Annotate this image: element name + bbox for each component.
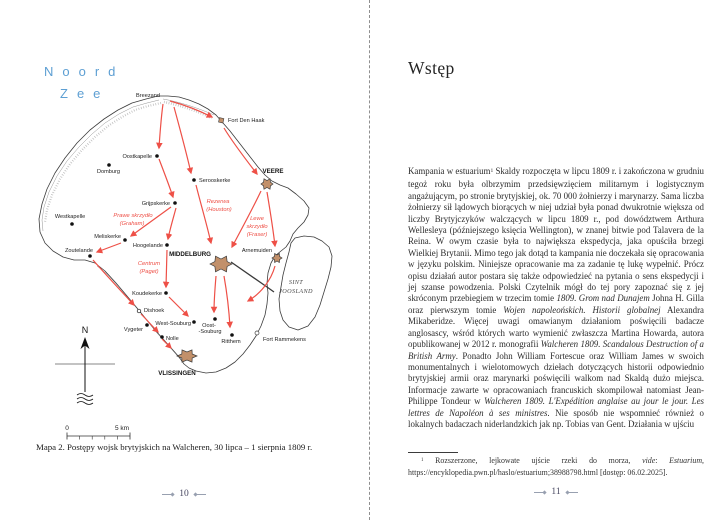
unit-centre-2: (Paget) [139, 269, 159, 275]
label-serooskerke: Serooskerke [199, 178, 231, 184]
chapter-heading: Wstęp [408, 58, 455, 78]
compass-n-label: N [81, 325, 89, 335]
unit-left-wing-1: Lewe [250, 216, 264, 222]
compass-north-arrow [55, 325, 115, 405]
page-number-right-value: 11 [551, 487, 561, 497]
label-oost-souburg-1: Oost- [202, 323, 216, 329]
label-arnemuiden: Arnemuiden [241, 248, 272, 254]
page-ornament-right [194, 492, 206, 497]
label-middelburg: MIDDELBURG [169, 251, 211, 258]
sea-label-line1: Noord [44, 64, 125, 79]
unit-left-wing-2: skrzydło [246, 224, 268, 230]
label-hoogelande: Hoogelande [132, 243, 163, 249]
label-breezand: Breezand [136, 93, 160, 99]
label-ritthem: Ritthem [221, 339, 241, 345]
scale-distance-label: 5 km [114, 425, 130, 432]
label-domburg: Domburg [97, 169, 121, 175]
label-nolle: Nolle [166, 336, 179, 342]
sea-label-line2: Zee [60, 86, 110, 101]
footnote-text: $^1$ Rozszerzone, lejkowate ujście rzeki do morza, vide: Estuarium, https://encyklopedia.pwn.pl/haslo/estuarium;38988798.html [dostęp: 06.02.2025]. [408, 456, 705, 478]
label-grijpskerke: Grijpskerke [141, 201, 170, 207]
unit-reserve-1: Rezerwa [206, 199, 230, 205]
page-ornament-left [162, 492, 174, 497]
map-caption: Mapa 2. Postępy wojsk brytyjskich na Walcheren, 30 lipca – 1 sierpnia 1809 r. [36, 442, 313, 452]
label-dishoek: Dishoek [144, 308, 165, 314]
chapter-paragraph: Kampania w estuarium$^1$ Skaldy rozpoczęta w lipcu 1809 r. i zakończona w grudniu tegoż roku była olbrzymim przedsięwzięciem militarnym i logistycznym angażującym, po stronie brytyjskiej, ok. 70 000 żołnierzy i marynarzy. Sama liczba żołnierzy sił lądowych biorących w niej udział była ponad dwukrotnie większa od liczby Brytyjczyków walczących w lipcu 1809 r., pod dowództwem Arthura Wellesleya (późniejszego księcia Wellington), w znanej bitwie pod Talavera de la Reina. W owym czasie była to największa ekspedycja, jaka opuściła brzegi Wielkiej Brytanii. Mimo tego jak dotąd ta kampania nie doczekała się opracowania w języku polskim. Niniejsze opracowanie ma za zadanie tę lukę wypełnić. Prócz opisu działań autor postara się także odpowiedzieć na pytania o sens ekspedycji i jej szanse powodzenia. Polski Czytelnik mógł do tej pory zapoznać się z jej skróconym przebiegiem w trzecim tomie 1809. Grom nad Dunajem Johna H. Gilla oraz pierwszym tomie Wojen napoleońskich. Historii globalnej Alexandra Mikaberidze. Więcej uwagi omawianym działaniom poświęcili badacze anglosascy, wśród których warto wymienić zwłaszcza Martina Howarda, autora opublikowanej w 2012 r. monografii Walcheren 1809. Scandalous Destruction of a British Army. Ponadto John William Fortescue oraz William James w swoich monumentalnych i wielotomowych dziełach dotyczących historii odpowiednio brytyjskiej armii oraz marynarki poświęcili walkom nad Skaldą dużo miejsca. Informacje zawarte w opracowaniach francuskich skompilował natomiast Jean-Philippe Tondeur w Walcheren 1809. L'Expédition anglaise au jour le jour. Les lettres de Napoléon à ses ministres. Nie sposób nie wspomnieć również o lokalnych badaczach niderlandzkich jak np. Tobias van Gent. Działania w ujściu [408, 166, 705, 429]
page-number-right [408, 487, 704, 497]
unit-centre-1: Centrum [137, 261, 161, 267]
label-sint-joosland-2: JOOSLAND [279, 288, 313, 295]
label-sint-joosland-1: SINT [288, 279, 304, 286]
label-oostkapelle: Oostkapelle [122, 154, 152, 160]
label-west-souburg: West-Souburg [155, 321, 191, 327]
label-fort-den-haak: Fort Den Haak [228, 118, 265, 124]
label-fort-rammekens: Fort Rammekens [263, 337, 306, 343]
page-divider [369, 0, 370, 520]
label-zoutelande: Zoutelande [65, 248, 93, 254]
unit-left-wing-3: (Fraser) [246, 232, 268, 238]
unit-reserve-2: (Houston) [206, 207, 232, 213]
page-number-left-value: 10 [179, 489, 189, 499]
scale-bar [65, 425, 130, 440]
label-meliskerke: Meliskerke [94, 234, 121, 240]
unit-right-wing-2: (Graham) [119, 221, 145, 227]
label-westkapelle: Westkapelle [54, 214, 86, 220]
label-koudekerke: Koudekerke [132, 291, 162, 297]
label-veere: VEERE [262, 168, 284, 175]
label-vygeter: Vygeter [123, 327, 143, 333]
page-ornament-right [566, 490, 578, 495]
page-number-left [0, 489, 368, 499]
scale-zero-label: 0 [65, 425, 69, 432]
label-vlissingen: VLISSINGEN [158, 370, 196, 377]
label-oost-souburg-2: -Souburg [198, 329, 222, 335]
fort-rammekens-marker [255, 331, 259, 335]
fort-den-haak-marker [219, 118, 224, 123]
footnote-rule [408, 452, 458, 453]
page-ornament-left [534, 490, 546, 495]
unit-right-wing-1: Prawe skrzydło [113, 213, 153, 219]
